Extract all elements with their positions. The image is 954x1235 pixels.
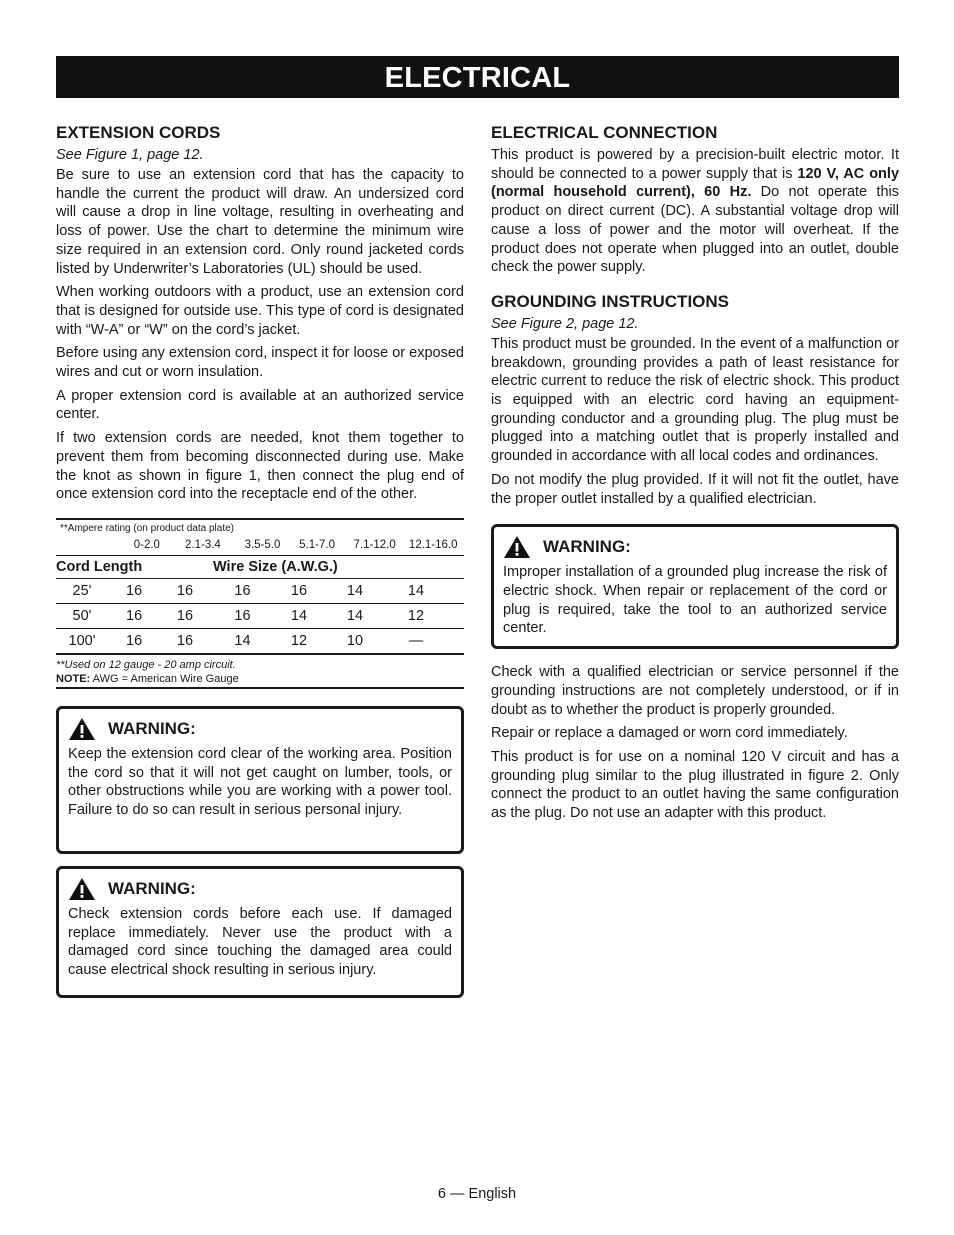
table-cell: 16: [176, 607, 194, 624]
table-cell: 14: [346, 607, 364, 624]
paragraph: Repair or replace a damaged or worn cord immediately.: [491, 725, 848, 742]
grounding-heading: GROUNDING INSTRUCTIONS: [491, 291, 729, 311]
cord-length-cell: 50': [72, 607, 92, 624]
left-column: [56, 122, 464, 998]
paragraph: Check with a qualified electrician or service personnel if the grounding instructions are not completely understood, or if in doubt as to whether the product is properly grounded.: [491, 664, 899, 718]
paragraph: Before using any extension cord, inspect it for loose or exposed wires and cut or worn insulation.: [56, 345, 464, 381]
cord-length-cell: 100': [68, 632, 96, 649]
table-cell: 14: [234, 632, 251, 649]
note-label: NOTE:: [56, 672, 91, 685]
table-cell: 12: [290, 632, 308, 649]
right-column: [491, 122, 899, 828]
paragraph: Do not modify the plug provided. If it will not fit the outlet, have the proper outlet installed by a qualified electrician.: [491, 471, 899, 507]
warning-text: Keep the extension cord clear of the working area. Position the cord so that it will not get caught on lumber, tools, or other obstructions while you are working with a power tool. Failure to do so can result in serious personal injury.: [68, 745, 452, 819]
ampere-range: 0-2.0: [133, 539, 160, 552]
paragraph: This product is powered by a precision-built electric motor. It should be connected to a power supply that is 120 V, AC only (normal household current), 60 Hz. Do not operate this product on direct current (DC). A substantial voltage drop will cause a loss of power and the motor will overheat. If the product does not operate when plugged into an outlet, double check the power supply.: [491, 147, 900, 276]
table-cell: 16: [126, 632, 143, 649]
gauge-footnote: **Used on 12 gauge - 20 amp circuit.: [56, 658, 236, 671]
extension-cords-heading: EXTENSION CORDS: [56, 123, 221, 142]
table-cell: 16: [176, 582, 194, 599]
paragraph: A proper extension cord is available at an authorized service center.: [56, 387, 464, 423]
table-header-row: [56, 555, 464, 579]
ampere-range: 2.1-3.4: [185, 539, 221, 552]
warning-triangle-icon: [68, 877, 96, 901]
paragraph: Be sure to use an extension cord that has the capacity to handle the current the product will draw. An undersized cord will cause a drop in line voltage, resulting in overheating and loss of power. Use the chart to determine the minimum wire size required in an extension cord. Only round jacketed cords listed by Underwriter’s Laboratories (UL) should be used.: [56, 167, 464, 277]
table-footnote: [56, 655, 464, 689]
cord-length-header: Cord Length: [56, 558, 143, 575]
cord-length-cell: 25': [72, 582, 92, 599]
ampere-range: 12.1-16.0: [408, 539, 458, 552]
electrical-connection-heading: ELECTRICAL CONNECTION: [491, 123, 718, 142]
section-title: ELECTRICAL: [384, 62, 571, 94]
warning-text: Check extension cords before each use. If damaged replace immediately. Never use the product with a damaged cord since touching the damaged area could cause electrical shock resulting in serious injury.: [68, 905, 452, 979]
table-cell: 16: [126, 607, 143, 624]
note-text: AWG = American Wire Gauge: [90, 672, 239, 685]
paragraph: This product is for use on a nominal 120 V circuit and has a grounding plug similar to the plug illustrated in figure 2. Only connect the product to an outlet having the same configuration as the plug. Do not use an adapter with this product.: [491, 749, 899, 822]
table-cell: 10: [346, 632, 364, 649]
warning-text: Improper installation of a grounded plug increase the risk of electric shock. When repair or replacement of the cord or plug is required, take the tool to an authorized service center.: [503, 564, 887, 637]
ampere-range: 7.1-12.0: [353, 539, 396, 552]
table-cell: 16: [234, 582, 251, 599]
table-cell: —: [408, 632, 424, 649]
warning-triangle-icon: [68, 717, 96, 741]
table-cell: 14: [346, 582, 364, 599]
table-cell: 16: [234, 607, 251, 624]
ampere-range-row: [56, 536, 464, 555]
figure-reference: See Figure 2, page 12.: [491, 315, 639, 332]
warning-title: WARNING:: [108, 878, 196, 898]
warning-box: [56, 866, 464, 998]
figure-reference: See Figure 1, page 12.: [56, 147, 204, 163]
warning-triangle-icon: [503, 535, 531, 559]
page-number: 6 — English: [437, 1186, 517, 1202]
section-title-banner: [56, 56, 899, 98]
ampere-range: 5.1-7.0: [299, 539, 335, 552]
table-cell: 14: [290, 607, 308, 624]
paragraph: When working outdoors with a product, use an extension cord that is designed for outside use. This type of cord is designated with “W-A” or “W” on the cord’s jacket.: [56, 284, 464, 338]
ampere-note: **Ampere rating (on product data plate): [60, 522, 234, 534]
warning-title: WARNING:: [108, 718, 196, 738]
voltage-spec: 120 V, AC only (normal household current), 60 Hz.: [491, 165, 900, 201]
table-row: [56, 604, 464, 629]
table-cell: 16: [126, 582, 143, 599]
wire-size-table: [56, 518, 464, 689]
page-footer: [0, 1186, 954, 1202]
warning-title: WARNING:: [543, 537, 631, 557]
paragraph: This product must be grounded. In the event of a malfunction or breakdown, grounding provides a path of least resistance for electric current to reduce the risk of electric shock. This product is equipped with an electric cord having an equipment-grounding conductor and a grounding plug. The plug must be plugged into a matching outlet that is properly installed and grounded in accordance with all local codes and ordinances.: [491, 335, 899, 465]
ampere-range: 3.5-5.0: [244, 539, 281, 552]
table-cell: 16: [176, 632, 194, 649]
wire-size-header: Wire Size (A.W.G.): [213, 558, 338, 575]
warning-box: [56, 706, 464, 854]
table-row: [56, 629, 464, 655]
table-cell: 14: [407, 582, 425, 599]
paragraph: If two extension cords are needed, knot them together to prevent them from becoming disconnected during use. Make the knot as shown in figure 1, then connect the plug end of once extension cord into the receptacle end of the other.: [56, 430, 464, 503]
warning-box: [491, 524, 899, 649]
table-row: [56, 579, 464, 604]
table-cell: 12: [407, 607, 425, 624]
table-cell: 16: [290, 582, 308, 599]
